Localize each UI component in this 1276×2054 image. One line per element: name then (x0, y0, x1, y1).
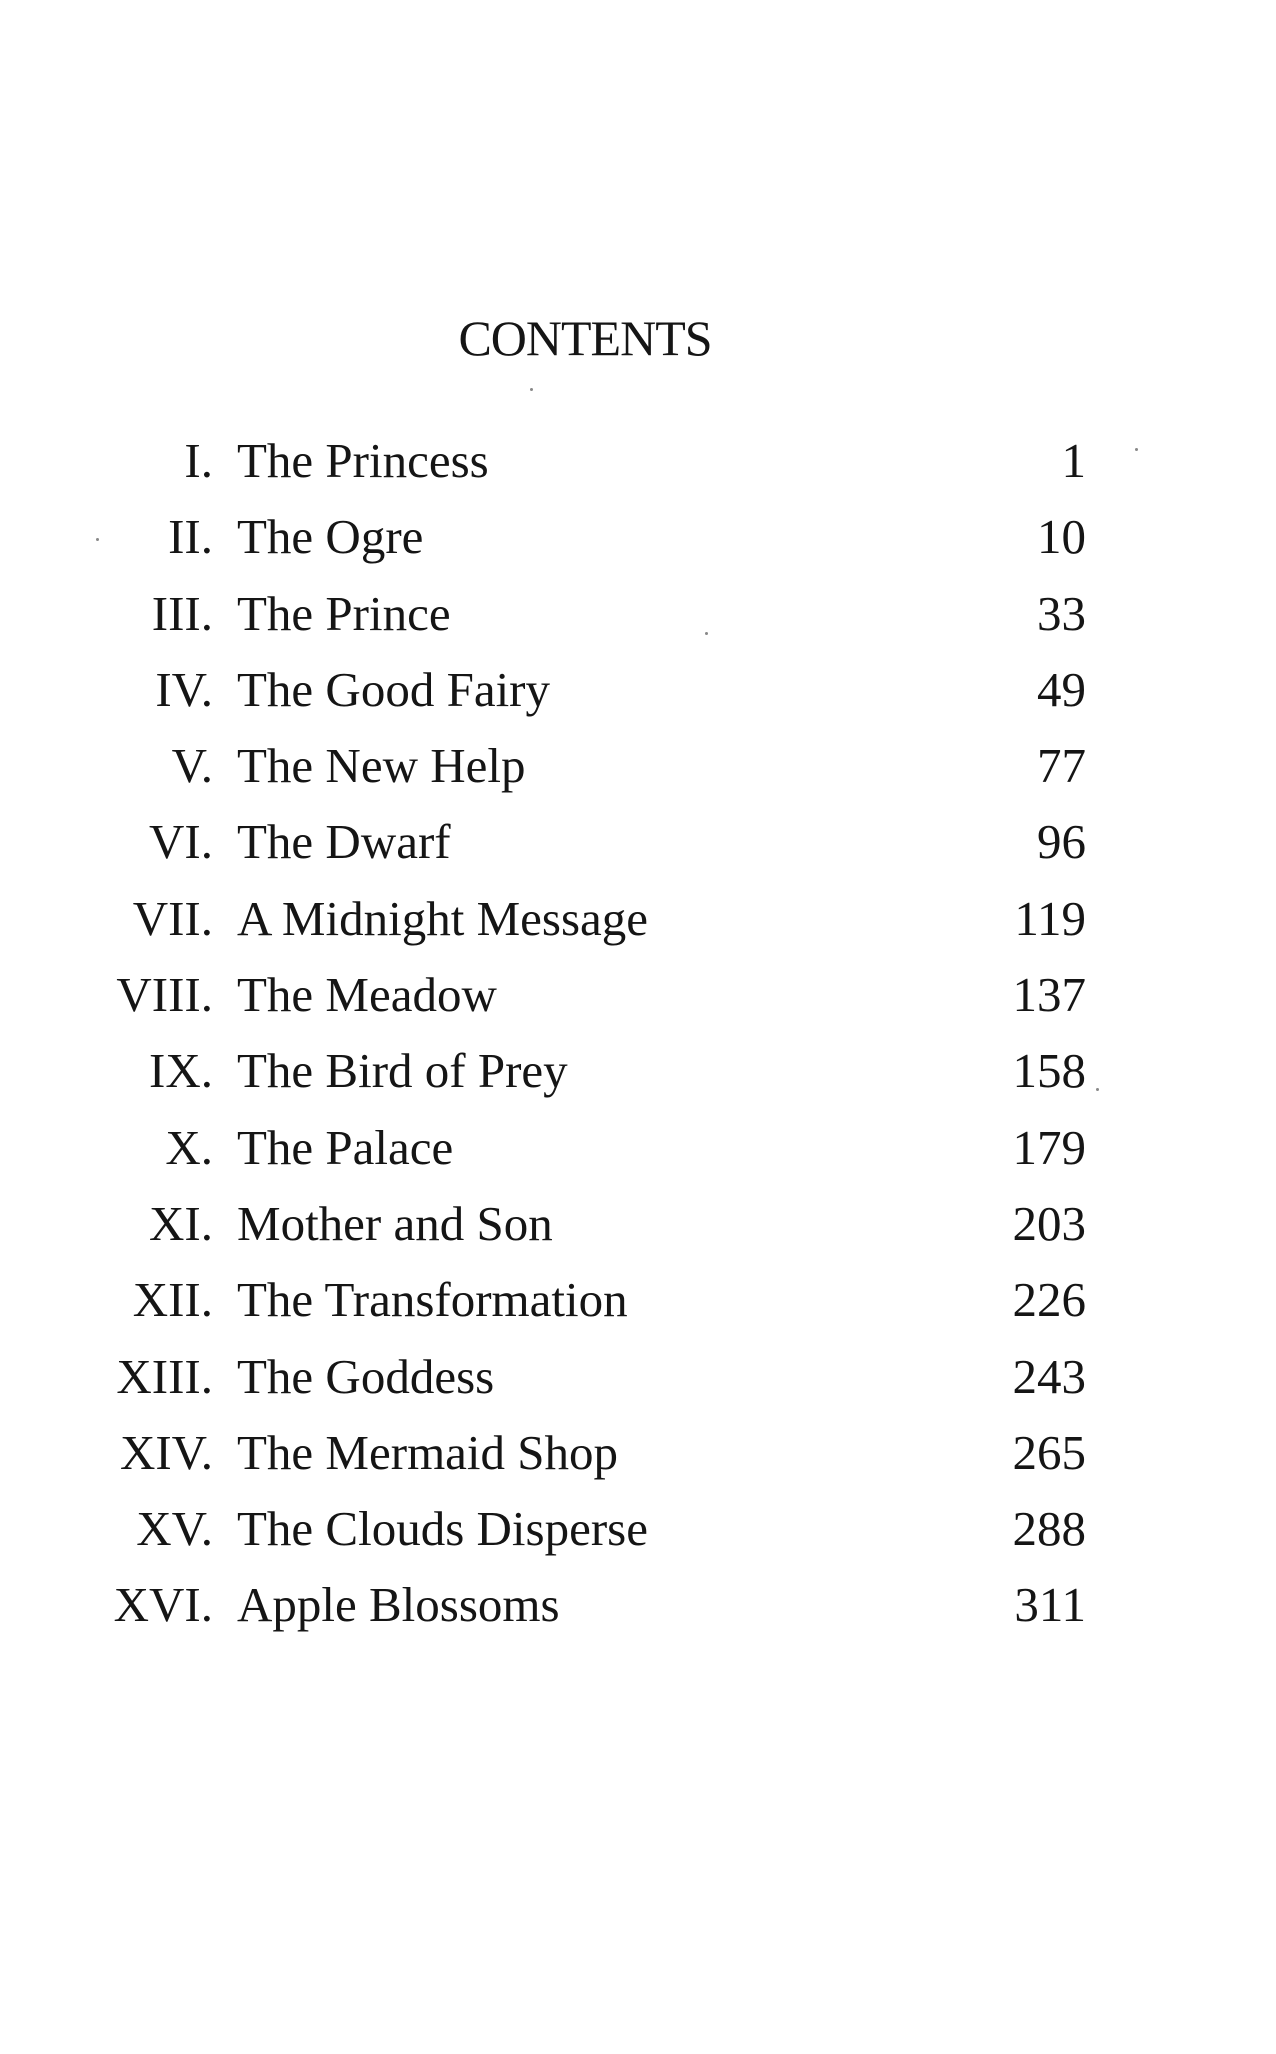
toc-row-14 (0, 1420, 1276, 1496)
paper-speck (530, 388, 533, 391)
paper-speck (1096, 1088, 1099, 1091)
toc-row-11 (0, 1191, 1276, 1267)
chapter-title: The New Help (237, 738, 526, 794)
chapter-title: The Clouds Disperse (237, 1501, 648, 1557)
page-number: 77 (1037, 738, 1086, 794)
chapter-title: The Meadow (237, 967, 497, 1023)
page-number: 33 (1037, 585, 1086, 641)
chapter-numeral: V. (171, 738, 213, 794)
toc-row-16 (0, 1572, 1276, 1648)
page-number: 119 (1014, 890, 1086, 946)
chapter-title: The Bird of Prey (237, 1043, 568, 1099)
toc-row-3 (0, 581, 1276, 657)
toc-row-1 (0, 428, 1276, 504)
chapter-numeral: XV. (136, 1501, 213, 1557)
table-of-contents (0, 428, 1276, 1649)
page-number: 265 (1012, 1424, 1086, 1480)
page-number: 203 (1012, 1195, 1086, 1251)
paper-speck (705, 632, 708, 635)
chapter-title: A Midnight Message (237, 890, 649, 946)
page-number: 226 (1012, 1272, 1086, 1328)
page-number: 243 (1012, 1348, 1086, 1404)
chapter-title: The Mermaid Shop (237, 1424, 619, 1480)
page-number: 311 (1014, 1577, 1086, 1633)
chapter-numeral: XI. (149, 1195, 213, 1251)
chapter-numeral: VII. (132, 890, 213, 946)
toc-row-13 (0, 1344, 1276, 1420)
page-number: 1 (1061, 433, 1086, 488)
page-number: 288 (1012, 1501, 1086, 1557)
chapter-numeral: XII. (132, 1272, 213, 1328)
page-title: CONTENTS (458, 310, 712, 366)
chapter-title: Apple Blossoms (237, 1577, 560, 1633)
page-number: 10 (1037, 509, 1086, 565)
chapter-title: The Good Fairy (237, 661, 550, 717)
paper-speck (1135, 448, 1138, 451)
chapter-numeral: XIV. (119, 1424, 213, 1480)
chapter-numeral: XIII. (116, 1348, 213, 1404)
page-number: 179 (1012, 1119, 1086, 1175)
toc-row-2 (0, 504, 1276, 580)
page-number: 49 (1037, 661, 1086, 717)
toc-row-10 (0, 1115, 1276, 1191)
chapter-numeral: VI. (149, 814, 213, 870)
toc-row-15 (0, 1496, 1276, 1572)
toc-row-12 (0, 1267, 1276, 1343)
chapter-title: The Princess (237, 433, 489, 488)
toc-row-6 (0, 809, 1276, 885)
chapter-title: The Palace (237, 1119, 454, 1175)
page-number: 96 (1037, 814, 1086, 870)
chapter-title: The Prince (237, 585, 451, 641)
chapter-numeral: IX. (149, 1043, 213, 1099)
toc-row-5 (0, 733, 1276, 809)
chapter-title: Mother and Son (237, 1195, 553, 1251)
toc-row-9 (0, 1038, 1276, 1114)
chapter-title: The Goddess (237, 1348, 495, 1404)
chapter-numeral: VIII. (116, 967, 213, 1023)
chapter-title: The Transformation (237, 1272, 628, 1328)
toc-row-4 (0, 657, 1276, 733)
chapter-title: The Dwarf (237, 814, 451, 870)
chapter-numeral: III. (151, 585, 213, 641)
chapter-title: The Ogre (237, 509, 424, 565)
chapter-numeral: XVI. (113, 1577, 213, 1633)
toc-row-7 (0, 886, 1276, 962)
page-number: 158 (1012, 1043, 1086, 1099)
paper-speck (96, 538, 99, 541)
chapter-numeral: IV. (155, 661, 213, 717)
chapter-numeral: I. (184, 433, 213, 488)
page-number: 137 (1012, 967, 1086, 1023)
chapter-numeral: X. (165, 1119, 213, 1175)
chapter-numeral: II. (168, 509, 213, 565)
toc-row-8 (0, 962, 1276, 1038)
